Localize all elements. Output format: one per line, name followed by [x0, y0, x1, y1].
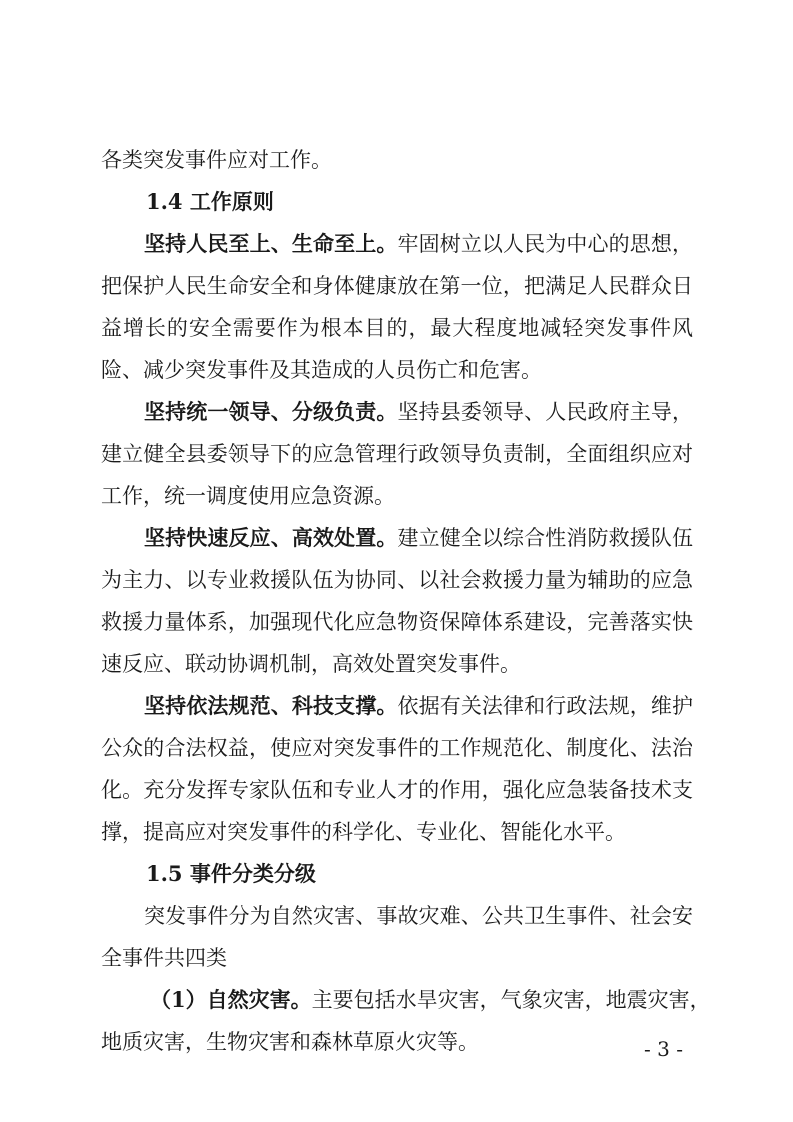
text-line: 险、减少突发事件及其造成的人员伤亡和危害。: [101, 358, 542, 382]
text-line: 益增长的安全需要作为根本目的，最大程度地减轻突发事件风: [101, 316, 693, 340]
paragraph-lead-bold: （1）自然灾害。: [150, 987, 312, 1012]
paragraph-line: [144, 520, 693, 556]
paragraph-line: [144, 688, 693, 724]
paragraph-text: 依据有关法律和行政法规，维护: [397, 694, 694, 718]
page-number: - 3 -: [644, 1037, 683, 1061]
paragraph-line: [150, 982, 711, 1018]
paragraph-line: [144, 394, 693, 430]
text-line: 撑，提高应对突发事件的科学化、专业化、智能化水平。: [101, 820, 626, 844]
text-line: 突发事件分为自然灾害、事故灾难、公共卫生事件、社会安: [144, 904, 693, 928]
text-line: 速反应、联动协调机制，高效处置突发事件。: [101, 652, 521, 676]
text-line: 地质灾害，生物灾害和森林草原火灾等。: [101, 1030, 479, 1054]
text-line: 建立健全县委领导下的应急管理行政领导负责制，全面组织应对: [101, 442, 693, 466]
text-line: 化。充分发挥专家队伍和专业人才的作用，强化应急装备技术支: [101, 778, 693, 802]
section-heading-1-4: 1.4 工作原则: [146, 189, 274, 214]
text-line: 把保护人民生命安全和身体健康放在第一位，把满足人民群众日: [101, 274, 693, 298]
text-line: 各类突发事件应对工作。: [101, 148, 332, 172]
text-line: 救援力量体系，加强现代化应急物资保障体系建设，完善落实快: [101, 610, 693, 634]
paragraph-lead-bold: 坚持人民至上、生命至上。: [144, 231, 398, 256]
text-line: 为主力、以专业救援队伍为协同、以社会救援力量为辅助的应急: [101, 568, 693, 592]
paragraph-text: 建立健全以综合性消防救援队伍: [397, 526, 694, 550]
paragraph-lead-bold: 坚持统一领导、分级负责。: [144, 399, 398, 424]
paragraph-lead-bold: 坚持快速反应、高效处置。: [144, 525, 398, 550]
paragraph-text: 主要包括水旱灾害，气象灾害，地震灾害，: [311, 988, 711, 1012]
paragraph-line: [144, 226, 693, 262]
text-line: 工作，统一调度使用应急资源。: [101, 484, 395, 508]
text-line: 公众的合法权益，使应对突发事件的工作规范化、制度化、法治: [101, 736, 693, 760]
section-heading-1-5: 1.5 事件分类分级: [146, 861, 316, 886]
text-line: 全事件共四类: [101, 946, 227, 970]
paragraph-lead-bold: 坚持依法规范、科技支撑。: [144, 693, 398, 718]
paragraph-text: 坚持县委领导、人民政府主导，: [397, 400, 694, 424]
paragraph-text: 牢固树立以人民为中心的思想，: [397, 232, 694, 256]
